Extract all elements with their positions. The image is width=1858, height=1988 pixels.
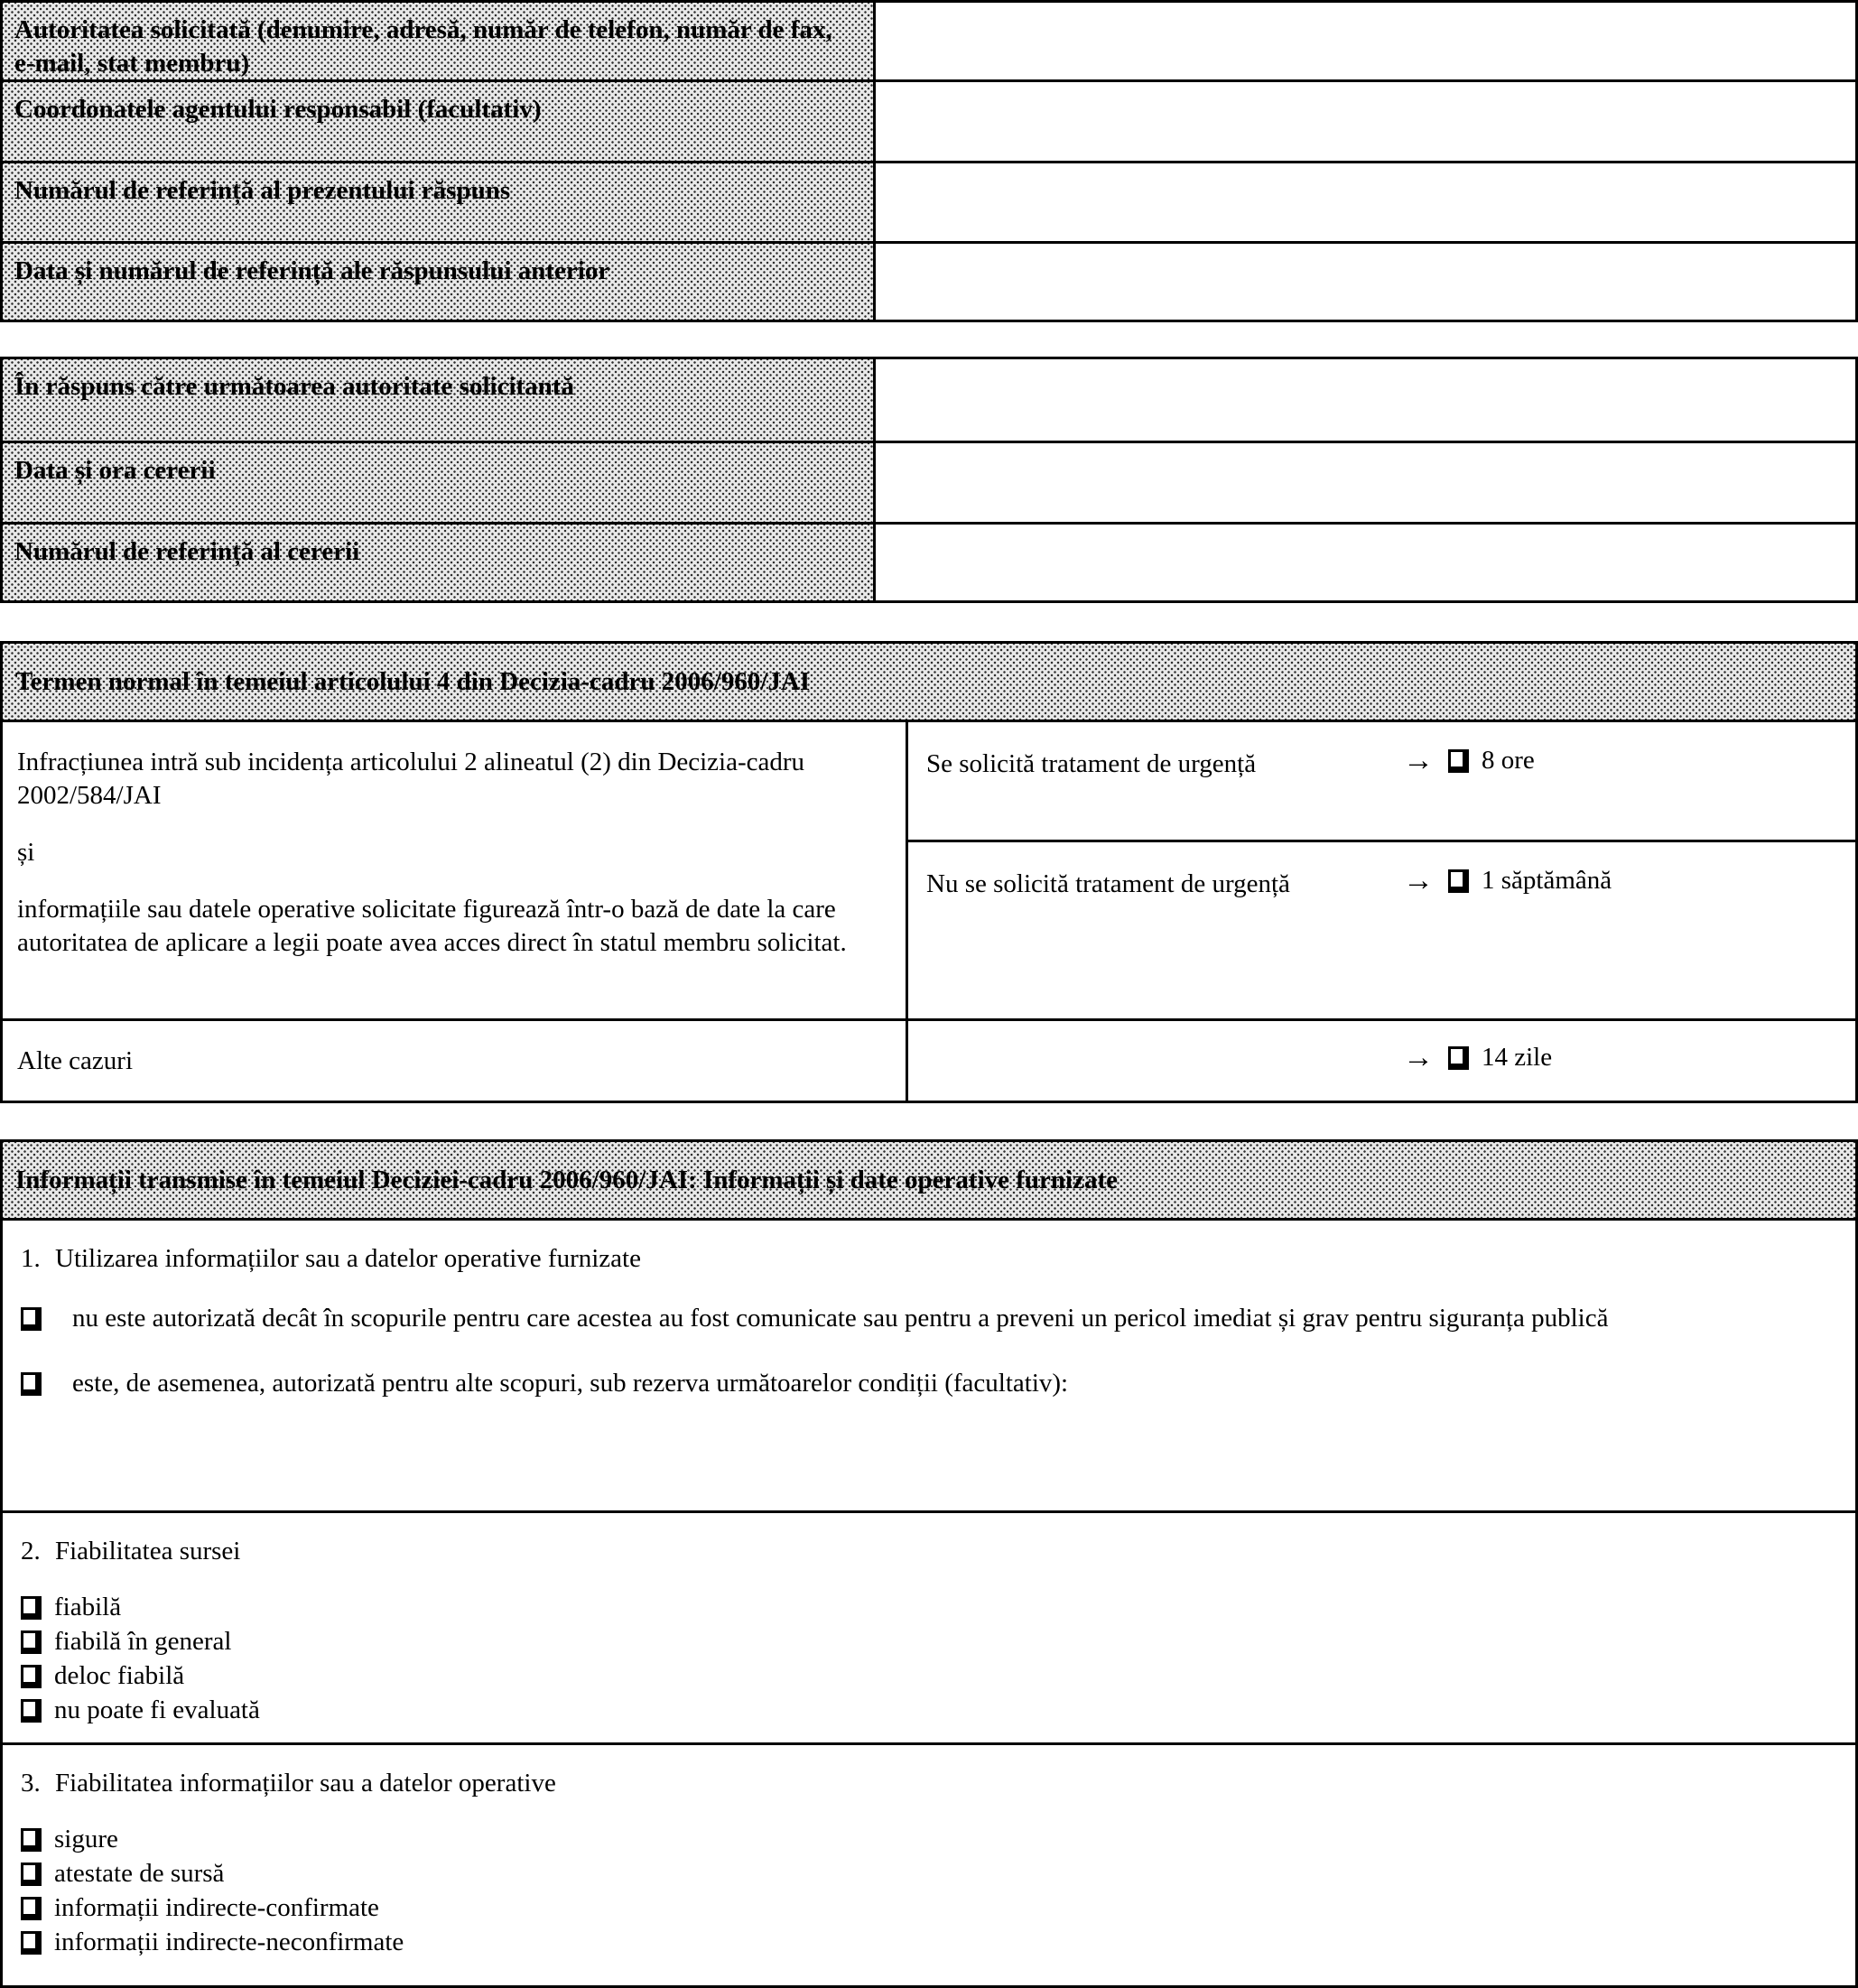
arrow-right-icon: → <box>1403 863 1434 897</box>
information-supplied-header <box>3 1142 1855 1221</box>
section-source-reliability <box>3 1510 1855 1742</box>
source-reliability-options-list <box>21 1590 1837 1727</box>
option-label: fiabilă <box>54 1593 122 1621</box>
other-cases-label: Alte cazuri <box>17 1046 134 1075</box>
input-cell-responsible-agent[interactable] <box>873 79 1855 161</box>
checkbox-cannot-be-assessed[interactable] <box>21 1699 42 1723</box>
option-label: nu poate fi evaluată <box>54 1695 260 1724</box>
section-title: Termen normal în temeiul articolului 4 din Decizia-cadru 2006/960/JAI <box>15 666 811 696</box>
section-heading-text: Fiabilitatea informațiilor sau a datelor operative <box>55 1769 556 1798</box>
arrow-right-icon: → <box>1403 743 1434 777</box>
checkbox-use-only-stated-purposes[interactable] <box>21 1307 42 1331</box>
label-text: Autoritatea solicitată (denumire, adresă, număr de telefon, număr de fax, e-mail, stat membru) <box>14 15 832 78</box>
arrow-right-icon: → <box>1403 1040 1434 1074</box>
time-limit-table <box>0 641 1858 1103</box>
option-label: deloc fiabilă <box>54 1661 185 1690</box>
non-urgent-treatment-label: Nu se solicită tratament de urgență <box>926 869 1290 898</box>
label-text: Numărul de referință al prezentului răspuns <box>14 176 511 205</box>
section-heading <box>21 1535 1837 1568</box>
information-reliability-options-list <box>21 1822 1837 1959</box>
section-heading-text: Fiabilitatea sursei <box>55 1537 241 1565</box>
option-14-days-label: 14 zile <box>1482 1043 1553 1072</box>
condition-paragraph: și <box>17 838 35 867</box>
option-row <box>21 1366 1837 1400</box>
label-text: Data și ora cererii <box>14 456 216 485</box>
checkbox-hearsay-not-confirmed[interactable] <box>21 1931 42 1955</box>
urgent-treatment-label: Se solicită tratament de urgență <box>926 749 1257 778</box>
label-text: Numărul de referință al cererii <box>14 537 360 566</box>
checkbox-hearsay-confirmed[interactable] <box>21 1897 42 1920</box>
condition-paragraph: informațiile sau datele operative solicitate figurează într-o bază de date la care autoritatea de aplicare a legii poate avea acces direct în statul membru solicitat. <box>17 895 847 957</box>
checkbox-accurate[interactable] <box>21 1828 42 1852</box>
section-heading <box>21 1242 1837 1276</box>
label-text: Coordonatele agentului responsabil (facultativ) <box>14 95 542 124</box>
checkbox-mostly-reliable[interactable] <box>21 1630 42 1654</box>
option-8-hours-label: 8 ore <box>1482 746 1535 775</box>
option-row <box>21 1590 1837 1624</box>
input-cell-response-reference-number[interactable] <box>873 161 1855 241</box>
section-title: Informații transmise în temeiul Deciziei-cadru 2006/960/JAI: Informații și date operative furnizate <box>15 1165 1119 1194</box>
non-urgent-option-group <box>1403 864 1612 897</box>
section-heading <box>21 1767 1837 1800</box>
input-cell-in-response-to-authority[interactable] <box>873 359 1855 441</box>
option-label: sigure <box>54 1825 118 1853</box>
checkbox-reliable[interactable] <box>21 1596 42 1620</box>
checkbox-8-hours[interactable] <box>1448 749 1469 773</box>
option-row <box>21 1301 1837 1335</box>
other-cases-option-group <box>1403 1041 1552 1074</box>
information-supplied-table <box>0 1139 1858 1988</box>
option-row <box>21 1856 1837 1890</box>
label-previous-response-reference <box>3 241 873 320</box>
input-cell-previous-response-reference[interactable] <box>873 241 1855 320</box>
other-cases-option-row <box>906 1018 1855 1101</box>
urgent-treatment-row <box>906 722 1855 840</box>
time-limit-header <box>3 644 1855 722</box>
label-request-date-time <box>3 441 873 522</box>
section-heading-text: Utilizarea informațiilor sau a datelor operative furnizate <box>55 1244 641 1273</box>
option-row <box>21 1693 1837 1727</box>
option-row <box>21 1658 1837 1693</box>
label-requested-authority <box>3 3 873 79</box>
section-use-of-information <box>3 1221 1855 1510</box>
urgent-option-group <box>1403 744 1535 777</box>
option-row <box>21 1925 1837 1959</box>
section-number: 3. <box>21 1769 41 1798</box>
section-information-reliability <box>3 1742 1855 1985</box>
checkbox-1-week[interactable] <box>1448 869 1469 893</box>
condition-paragraph: Infracțiunea intră sub incidența articolului 2 alineatul (2) din Decizia-cadru 2002/584/JAI <box>17 748 805 810</box>
option-label: fiabilă în general <box>54 1627 232 1656</box>
checkbox-14-days[interactable] <box>1448 1046 1469 1070</box>
label-text: În răspuns către următoarea autoritate solicitantă <box>14 372 574 401</box>
checkbox-not-reliable[interactable] <box>21 1665 42 1688</box>
use-options-list <box>21 1301 1837 1400</box>
input-cell-request-date-time[interactable] <box>873 441 1855 522</box>
requesting-authority-table <box>0 357 1858 603</box>
option-row <box>21 1624 1837 1658</box>
option-1-week-label: 1 săptămână <box>1482 866 1612 895</box>
option-label: atestate de sursă <box>54 1859 225 1888</box>
option-label: nu este autorizată decât în scopurile pentru care acestea au fost comunicate sau pentru a preveni un pericol imediat și grav pentru siguranța publică <box>72 1304 1609 1333</box>
input-cell-request-reference-number[interactable] <box>873 522 1855 600</box>
label-response-reference-number <box>3 161 873 241</box>
option-row <box>21 1890 1837 1925</box>
input-cell-requested-authority[interactable] <box>873 3 1855 79</box>
section-number: 1. <box>21 1244 41 1273</box>
other-cases-cell <box>3 1018 906 1101</box>
option-row <box>21 1822 1837 1856</box>
option-label: este, de asemenea, autorizată pentru alte scopuri, sub rezerva următoarelor condiții (facultativ): <box>72 1369 1069 1398</box>
option-label: informații indirecte-confirmate <box>54 1893 379 1922</box>
checkbox-attested-by-source[interactable] <box>21 1863 42 1886</box>
checkbox-use-other-purposes[interactable] <box>21 1372 42 1396</box>
requested-authority-table <box>0 0 1858 322</box>
label-responsible-agent <box>3 79 873 161</box>
offence-condition-cell <box>3 722 906 1018</box>
label-text: Data și numărul de referință ale răspunsului anterior <box>14 256 610 285</box>
label-request-reference-number <box>3 522 873 600</box>
section-number: 2. <box>21 1537 41 1565</box>
non-urgent-treatment-row <box>906 840 1855 1018</box>
label-in-response-to-authority <box>3 359 873 441</box>
option-label: informații indirecte-neconfirmate <box>54 1928 404 1956</box>
